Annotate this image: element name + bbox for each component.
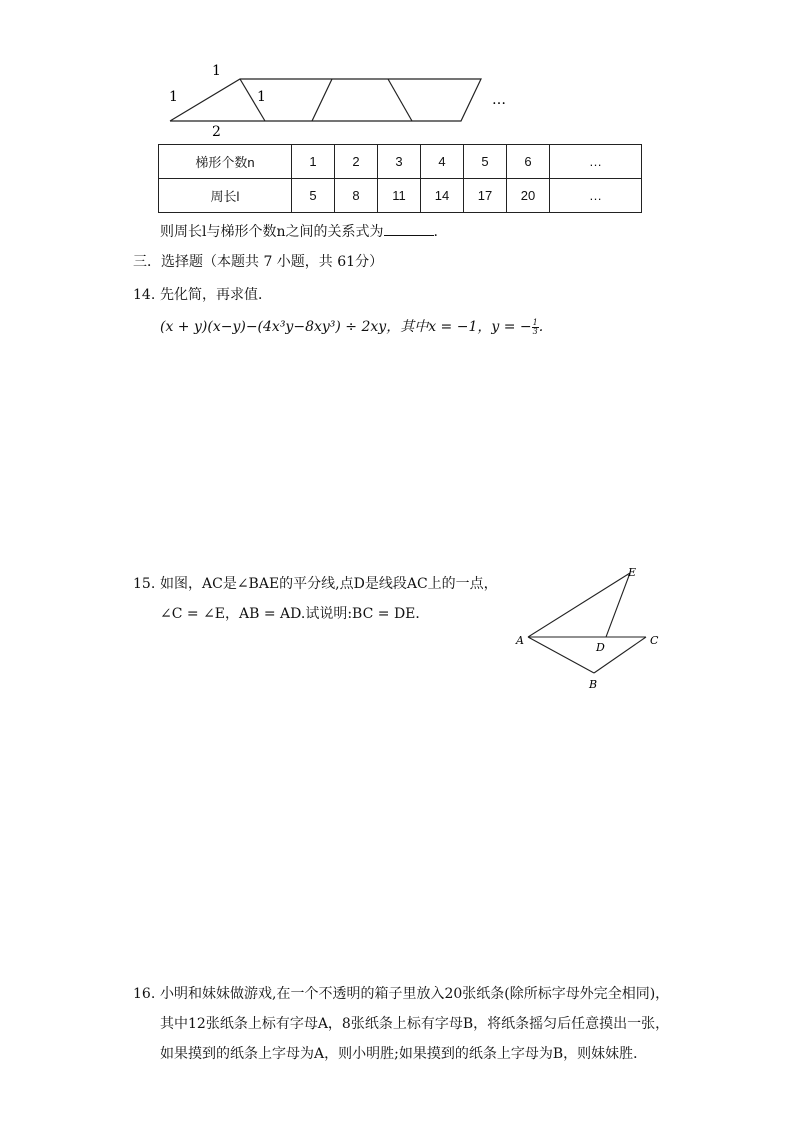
q14-expr-text: (x + y)(x−y)−(4x³y−8xy³) ÷ 2xy，其中x = −1，y = − bbox=[160, 319, 532, 335]
q14-number: 14. bbox=[133, 287, 156, 303]
fraction bbox=[532, 319, 539, 336]
label-ellipsis: … bbox=[492, 92, 506, 108]
table-cell: … bbox=[550, 179, 642, 213]
table-cell: 11 bbox=[378, 179, 421, 213]
label-bottom-side: 2 bbox=[212, 124, 221, 140]
table-header-cell: 梯形个数n bbox=[159, 145, 292, 179]
q15-number: 15. bbox=[133, 576, 156, 592]
table-cell: 6 bbox=[507, 145, 550, 179]
q16-line2: 其中12张纸条上标有字母A，8张纸条上标有字母B，将纸条摇匀后任意摸出一张， bbox=[160, 1016, 670, 1032]
table-row bbox=[159, 179, 642, 213]
point-label-b: B bbox=[589, 678, 598, 691]
table-cell: … bbox=[550, 145, 642, 179]
q13-text: 则周长l与梯形个数n之间的关系式为 bbox=[160, 224, 384, 240]
q16-line3: 如果摸到的纸条上字母为A，则小明胜;如果摸到的纸条上字母为B，则妹妹胜． bbox=[160, 1046, 648, 1062]
table-cell: 17 bbox=[464, 179, 507, 213]
q15-line1: 如图，AC是∠BAE的平分线,点D是线段AC上的一点， bbox=[160, 576, 498, 592]
table-cell: 3 bbox=[378, 145, 421, 179]
q16-line1: 小明和妹妹做游戏,在一个不透明的箱子里放入20张纸条(除所标字母外完全相同)， bbox=[160, 986, 670, 1002]
point-label-d: D bbox=[596, 641, 605, 654]
answer-blank[interactable] bbox=[384, 221, 434, 236]
q16-number: 16. bbox=[133, 986, 156, 1002]
q14-end: . bbox=[538, 319, 544, 335]
geometry-figure bbox=[510, 563, 670, 693]
sequence-table bbox=[158, 144, 642, 213]
table-cell: 14 bbox=[421, 179, 464, 213]
trapezoid-outline bbox=[170, 79, 481, 121]
q14-expression bbox=[160, 318, 543, 336]
label-left-side: 1 bbox=[169, 89, 178, 105]
q14-prompt: 先化简，再求值． bbox=[160, 287, 272, 303]
table-cell: 5 bbox=[292, 179, 335, 213]
table-cell: 4 bbox=[421, 145, 464, 179]
point-label-a: A bbox=[516, 634, 524, 647]
section-heading: 三．选择题（本题共 7 小题，共 61分） bbox=[133, 254, 384, 270]
fraction-denominator: 3 bbox=[532, 326, 538, 336]
table-cell: 20 bbox=[507, 179, 550, 213]
table-cell: 5 bbox=[464, 145, 507, 179]
trapezoid-strip-figure bbox=[150, 58, 530, 140]
fraction-numerator: 1 bbox=[532, 317, 538, 327]
label-inner-side: 1 bbox=[257, 89, 266, 105]
label-top-side: 1 bbox=[212, 63, 221, 79]
q15-line2: ∠C = ∠E，AB = AD.试说明:BC = DE． bbox=[160, 606, 430, 622]
table-row bbox=[159, 145, 642, 179]
q13-answer-line bbox=[160, 221, 438, 241]
point-label-c: C bbox=[650, 634, 659, 647]
q13-end: . bbox=[433, 224, 438, 240]
table-cell: 2 bbox=[335, 145, 378, 179]
figure-lines bbox=[528, 573, 646, 673]
table-cell: 1 bbox=[292, 145, 335, 179]
point-label-e: E bbox=[628, 566, 637, 579]
table-header-cell: 周长l bbox=[159, 179, 292, 213]
table-cell: 8 bbox=[335, 179, 378, 213]
